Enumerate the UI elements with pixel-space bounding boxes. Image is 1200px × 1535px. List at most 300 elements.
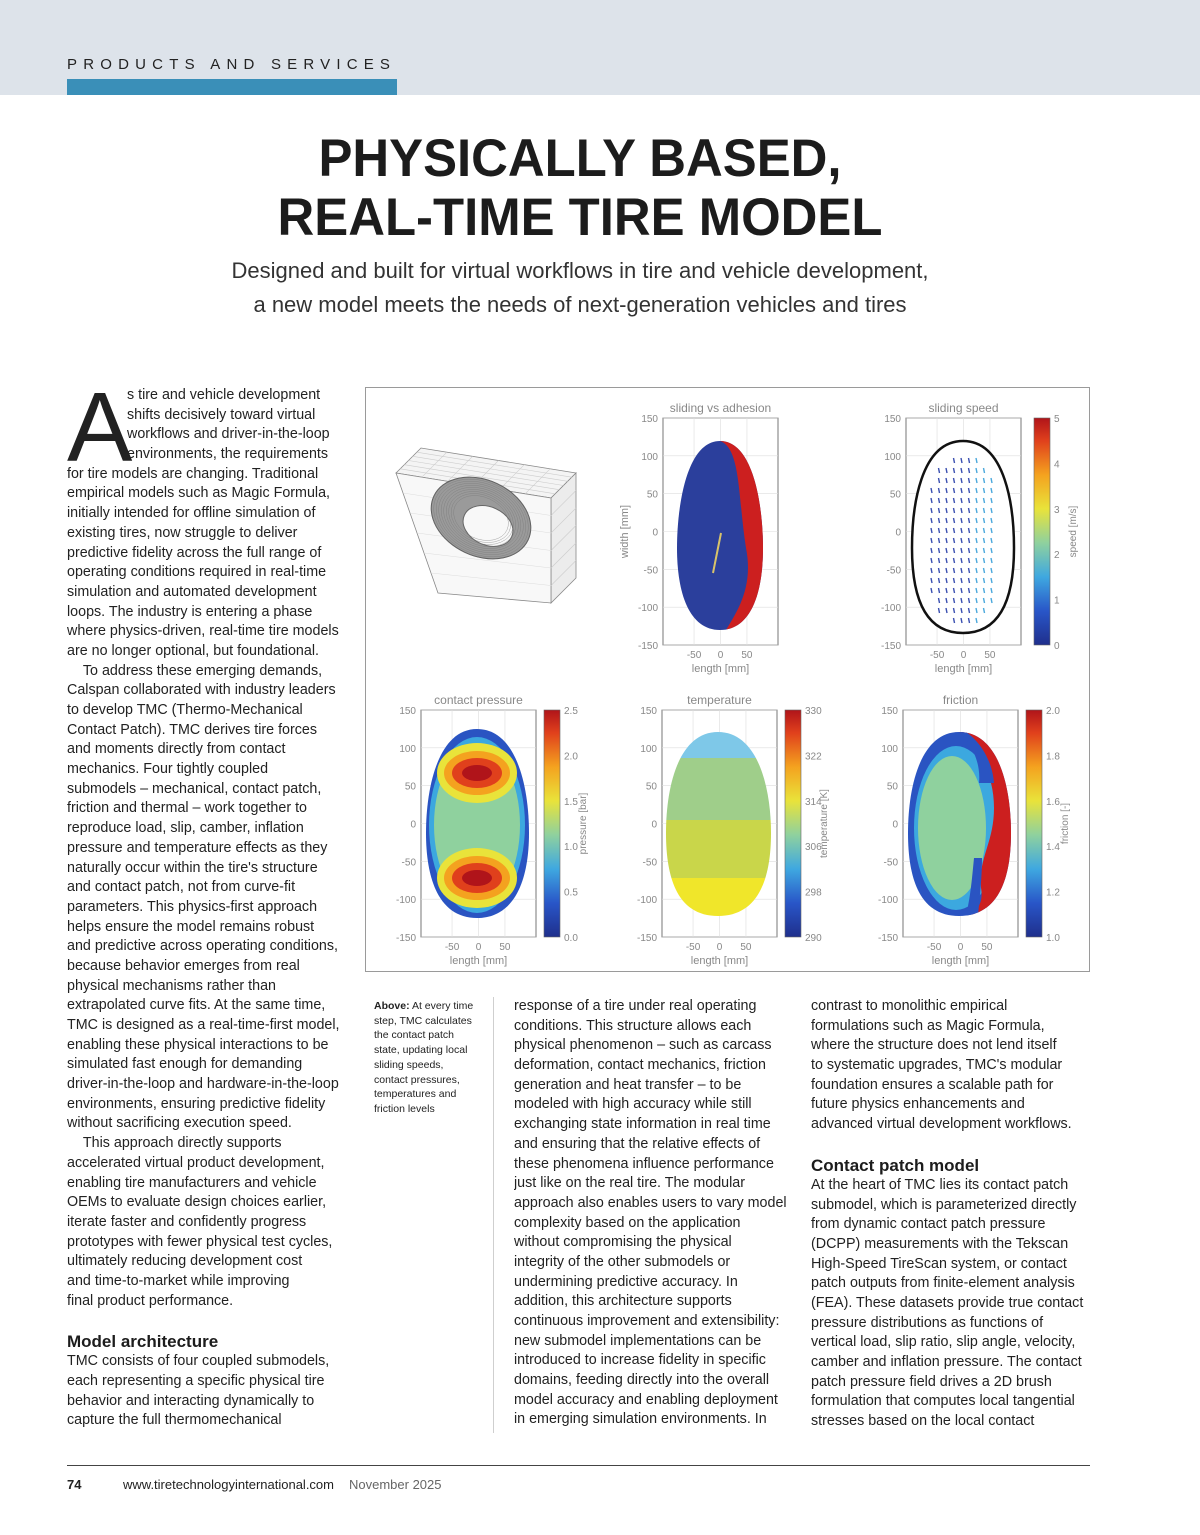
speed-vector: [954, 618, 955, 623]
speed-vector: [969, 598, 970, 603]
text-line: s tire and vehicle development: [127, 387, 321, 403]
standfirst-line-2: a new model meets the needs of next-generation vehicles and tires: [253, 292, 907, 317]
speed-vector: [969, 548, 970, 553]
text-line: generation and heat transfer – to be: [514, 1076, 742, 1093]
speed-vector: [969, 568, 970, 573]
speed-vector: [931, 548, 932, 553]
y-tick-label: -150: [877, 933, 898, 944]
colorbar-label: temperature [K]: [819, 789, 830, 858]
speed-vector: [939, 478, 940, 483]
text-line: from dynamic contact patch pressure: [811, 1216, 1046, 1233]
speed-vector: [976, 468, 977, 473]
speed-vector: [984, 568, 985, 573]
text-line: conditions. This structure allows each: [514, 1017, 752, 1034]
drop-cap: A: [67, 372, 133, 482]
speed-vector: [954, 538, 955, 543]
speed-vector: [984, 498, 985, 503]
speed-vector: [969, 528, 970, 533]
colorbar-tick: 298: [805, 887, 822, 899]
speed-vector: [976, 568, 977, 573]
colorbar-tick: 2.0: [1046, 706, 1060, 717]
colorbar-label: pressure [bar]: [578, 792, 589, 855]
x-tick-label: 0: [957, 942, 964, 953]
speed-vector: [946, 478, 947, 483]
speed-vector: [984, 538, 985, 543]
y-tick-label: 0: [410, 819, 416, 831]
x-axis-label: length [mm]: [931, 955, 990, 967]
speed-vector: [931, 508, 932, 513]
colorbar-tick: 0: [1054, 641, 1060, 652]
speed-vector: [976, 478, 977, 483]
colorbar-tick: 314: [805, 796, 822, 808]
text-line: domains, feeding directly into the overall: [514, 1372, 770, 1389]
text-line: This approach directly supports: [67, 1135, 282, 1152]
text-line: capture the full thermomechanical: [67, 1412, 282, 1429]
speed-vector: [954, 468, 955, 473]
text-line: exchanging state information in real time: [514, 1116, 771, 1133]
text-line: ultimately reducing development cost: [67, 1253, 303, 1270]
text-line: integrity of the other submodels or: [514, 1253, 731, 1270]
standfirst-line-1: Designed and built for virtual workflows in tire and vehicle development,: [231, 258, 929, 283]
y-tick-label: 100: [641, 451, 658, 463]
text-line: reproduce load, slip, camber, inflation: [67, 820, 304, 837]
speed-vector: [991, 568, 992, 573]
speed-vector: [954, 558, 955, 563]
x-axis-label: length [mm]: [690, 955, 749, 967]
speed-vector: [961, 478, 962, 483]
speed-vector: [931, 518, 932, 523]
speed-vector: [984, 478, 985, 483]
text-line: (DCPP) measurements with the Tekscan: [811, 1235, 1069, 1252]
text-line: environments, the requirements: [127, 446, 329, 463]
speed-vector: [939, 588, 940, 593]
speed-vector: [976, 498, 977, 503]
text-line: accelerated virtual product development,: [67, 1154, 325, 1171]
text-line: modeled with high accuracy while still: [514, 1096, 752, 1113]
text-line: friction and thermal – work together to: [67, 800, 307, 817]
sliding-speed-map: [912, 441, 1014, 633]
text-line: for tire models are changing. Traditional: [67, 465, 319, 482]
y-tick-label: -100: [637, 603, 658, 615]
y-tick-label: 100: [881, 743, 898, 755]
colorbar-tick: 1: [1054, 595, 1060, 607]
caption-line: At every time: [411, 1000, 474, 1012]
colorbar-label: speed [m/s]: [1068, 505, 1079, 558]
text-line: to systematic upgrades, TMC's modular: [811, 1057, 1063, 1074]
speed-vector: [969, 458, 970, 463]
speed-vector: [961, 608, 962, 613]
colorbar-tick: 1.8: [1046, 751, 1060, 763]
colorbar-tick: 322: [805, 751, 822, 763]
text-line: prototypes with fewer physical test cycles,: [67, 1233, 333, 1250]
colorbar-tick: 3: [1054, 504, 1060, 516]
text-line: approach also enables users to vary model: [514, 1194, 787, 1211]
text-line: pressure and temperature effects as they: [67, 839, 328, 856]
colorbar-tick: 306: [805, 842, 822, 854]
speed-vector: [939, 508, 940, 513]
x-axis-label: length [mm]: [691, 663, 750, 675]
text-line: operating conditions required in real-time: [67, 564, 327, 581]
speed-vector: [961, 618, 962, 623]
x-tick-label: 0: [716, 942, 723, 953]
speed-vector: [939, 608, 940, 613]
speed-vector: [976, 608, 977, 613]
x-tick-label: 0: [960, 650, 967, 661]
text-line: submodels – mechanical, contact patch,: [67, 780, 322, 797]
figure-caption: [374, 999, 482, 1117]
column-2-body: [514, 997, 790, 1430]
colorbar-tick: 1.2: [1046, 887, 1060, 899]
caption-line: the contact patch: [374, 1029, 454, 1042]
speed-vector: [991, 508, 992, 513]
text-line: predictive fidelity across the full range of: [67, 544, 322, 561]
y-tick-label: 50: [889, 489, 901, 501]
colorbar-tick: 1.4: [1046, 842, 1060, 854]
colorbar-tick: 2.0: [564, 751, 578, 763]
sliding_speed-colorbar: [1034, 414, 1079, 652]
text-line: response of a tire under real operating: [514, 998, 757, 1014]
y-tick-label: 150: [399, 706, 416, 717]
speed-vector: [954, 488, 955, 493]
y-tick-label: -100: [395, 895, 416, 907]
article-column-3: [811, 997, 1089, 1432]
speed-vector: [946, 588, 947, 593]
speed-vector: [931, 588, 932, 593]
text-line: advanced virtual development workflows.: [811, 1116, 1072, 1133]
speed-vector: [984, 578, 985, 583]
speed-vector: [969, 608, 970, 613]
text-line: OEMs to evaluate design choices earlier,: [67, 1194, 327, 1211]
text-line: camber and inflation pressure. The contact: [811, 1354, 1082, 1370]
speed-vector: [969, 618, 970, 623]
speed-vector: [961, 558, 962, 563]
x-tick-label: 0: [717, 650, 724, 661]
friction-colorbar: [1026, 706, 1071, 944]
text-line: physical phenomenon – such as carcass: [514, 1037, 772, 1054]
text-line: patch pressure field drives a 2D brush: [811, 1373, 1052, 1390]
colorbar-tick: 1.6: [1046, 796, 1060, 808]
text-line: continuous improvement and extensibility:: [514, 1313, 780, 1329]
text-line: loops. The industry is entering a phase: [67, 603, 313, 620]
text-line: workflows and driver-in-the-loop: [127, 426, 330, 443]
page-number: 74: [67, 1477, 82, 1492]
caption-line: friction levels: [374, 1102, 435, 1115]
x-tick-label: 50: [981, 942, 993, 953]
colorbar-tick: 0.5: [564, 887, 578, 899]
speed-vector: [954, 608, 955, 613]
y-tick-label: 100: [640, 743, 657, 755]
text-line: undermining predictive accuracy. In: [514, 1273, 738, 1290]
speed-vector: [991, 498, 992, 503]
text-line: future physics enhancements and: [811, 1096, 1025, 1113]
panel-title: contact pressure: [434, 693, 523, 707]
speed-vector: [991, 578, 992, 583]
y-tick-label: -100: [880, 603, 901, 615]
footer-rule: [67, 1465, 1090, 1466]
text-line: without compromising the physical: [514, 1234, 732, 1251]
speed-vector: [991, 558, 992, 563]
caption-line: state, updating local: [374, 1044, 468, 1057]
panel-title: sliding vs adhesion: [669, 401, 772, 415]
speed-vector: [939, 488, 940, 493]
speed-vector: [946, 498, 947, 503]
speed-vector: [969, 588, 970, 593]
text-line: each representing a specific physical tire: [67, 1373, 325, 1389]
speed-vector: [976, 538, 977, 543]
speed-vector: [984, 518, 985, 523]
speed-vector: [991, 538, 992, 543]
colorbar-tick: 1.5: [564, 796, 578, 808]
speed-vector: [931, 498, 932, 503]
column-divider: [493, 997, 494, 1433]
friction-map: [903, 718, 1023, 928]
speed-vector: [961, 518, 962, 523]
speed-vector: [991, 488, 992, 493]
y-axis-label: width [mm]: [619, 504, 631, 559]
text-line: and moments directly from contact: [67, 741, 286, 758]
speed-vector: [961, 488, 962, 493]
caption-lead: Above:: [374, 1000, 410, 1012]
text-line: and time-to-market while improving: [67, 1272, 290, 1289]
speed-vector: [969, 578, 970, 583]
speed-vector: [939, 468, 940, 473]
speed-vector: [931, 568, 932, 573]
text-line: parameters. This physics-first approach: [67, 898, 318, 915]
speed-vector: [969, 488, 970, 493]
text-line: mechanics. Four tightly coupled: [67, 761, 269, 778]
text-line: and contact patch, not from curve-fit: [67, 879, 296, 896]
text-line: and ensuring that the relative effects of: [514, 1135, 761, 1152]
speed-vector: [984, 488, 985, 493]
x-axis-label: length [mm]: [934, 663, 993, 675]
y-tick-label: -100: [636, 895, 657, 907]
y-tick-label: 0: [892, 819, 898, 831]
y-tick-label: 50: [645, 781, 657, 793]
section-accent-bar: [67, 79, 397, 95]
speed-vector: [954, 578, 955, 583]
speed-vector: [976, 588, 977, 593]
text-line: High-Speed TireScan system, or contact: [811, 1255, 1067, 1272]
speed-vector: [939, 578, 940, 583]
text-line: behavior and interacting dynamically to: [67, 1392, 315, 1409]
text-line: in emerging simulation environments. In: [514, 1411, 767, 1428]
text-line: (FEA). These datasets provide true contact: [811, 1294, 1084, 1311]
speed-vector: [954, 528, 955, 533]
y-tick-label: 0: [652, 527, 658, 539]
y-tick-label: 150: [640, 706, 657, 717]
speed-vector: [976, 548, 977, 553]
speed-vector: [954, 598, 955, 603]
text-line: submodel, which is parameterized directly: [811, 1196, 1077, 1213]
speed-vector: [939, 598, 940, 603]
speed-vector: [969, 468, 970, 473]
speed-vector: [946, 568, 947, 573]
speed-vector: [954, 508, 955, 513]
speed-vector: [954, 588, 955, 593]
speed-vector: [976, 598, 977, 603]
speed-vector: [991, 528, 992, 533]
text-line: shifts decisively toward virtual: [127, 406, 316, 423]
y-tick-label: 0: [895, 527, 901, 539]
y-tick-label: 100: [884, 451, 901, 463]
text-line: new submodel implementations can be: [514, 1332, 762, 1349]
text-line: existing tires, now struggle to deliver: [67, 524, 298, 541]
y-tick-label: -150: [636, 933, 657, 944]
footer-url-link[interactable]: www.tiretechnologyinternational.com: [123, 1477, 334, 1492]
x-axis-label: length [mm]: [449, 955, 508, 967]
article-column-2: [514, 997, 790, 1430]
text-line: formulation that computes local tangential: [811, 1393, 1075, 1410]
text-line: and predictive across operating conditions,: [67, 938, 339, 955]
speed-vector: [984, 528, 985, 533]
speed-vector: [984, 558, 985, 563]
speed-vector: [939, 568, 940, 573]
speed-vector: [969, 558, 970, 563]
text-line: formulations such as Magic Formula,: [811, 1017, 1045, 1034]
y-tick-label: -50: [642, 857, 657, 869]
colorbar-tick: 1.0: [564, 842, 578, 854]
y-tick-label: -150: [395, 933, 416, 944]
contact-patch-outline: [912, 441, 1014, 633]
speed-vector: [991, 588, 992, 593]
colorbar-tick: 330: [805, 706, 822, 717]
speed-vector: [984, 508, 985, 513]
y-tick-label: 150: [641, 414, 658, 425]
speed-vector: [969, 518, 970, 523]
text-line: physical mechanisms rather than: [67, 977, 276, 994]
speed-vector: [984, 548, 985, 553]
caption-line: step, TMC calculates: [374, 1014, 472, 1027]
speed-vector: [946, 608, 947, 613]
subhead-model-architecture: Model architecture: [67, 1332, 219, 1352]
y-tick-label: 50: [404, 781, 416, 793]
speed-vector: [969, 538, 970, 543]
headline-line-2: REAL-TIME TIRE MODEL: [277, 188, 883, 247]
text-line: naturally occur within the tire's structure: [67, 859, 318, 876]
text-line: Contact Patch). TMC derives tire forces: [67, 721, 318, 738]
panel-title: temperature: [687, 693, 752, 707]
text-line: stresses based on the local contact: [811, 1413, 1035, 1430]
colorbar-tick: 2.5: [564, 706, 578, 717]
x-tick-label: -50: [929, 650, 945, 661]
text-line: driver-in-the-loop and hardware-in-the-loop: [67, 1076, 339, 1093]
speed-vector: [991, 548, 992, 553]
speed-vector: [961, 538, 962, 543]
text-line: are no longer optional, but foundational.: [67, 642, 319, 659]
text-line: enabling tire manufacturers and vehicle: [67, 1174, 317, 1191]
speed-vector: [954, 568, 955, 573]
colorbar-tick: 1.0: [1046, 933, 1060, 944]
speed-vector: [961, 468, 962, 473]
temperature-colorbar: [785, 706, 830, 944]
colorbar-tick: 5: [1054, 414, 1060, 425]
speed-vector: [946, 528, 947, 533]
speed-vector: [946, 518, 947, 523]
issue-date: November 2025: [349, 1477, 442, 1492]
x-tick-label: 50: [740, 942, 752, 953]
speed-vector: [961, 568, 962, 573]
speed-vector: [954, 518, 955, 523]
speed-vector: [969, 478, 970, 483]
colorbar-tick: 0.0: [564, 933, 578, 944]
y-tick-label: -150: [637, 641, 658, 652]
speed-vector: [969, 498, 970, 503]
text-line: model accuracy and enabling deployment: [514, 1391, 778, 1408]
speed-vector: [976, 518, 977, 523]
text-line: patch outputs from finite-element analysis: [811, 1275, 1075, 1292]
figure-graphic: [366, 388, 1091, 973]
text-line: because behavior emerges from real: [67, 957, 300, 974]
text-line: extrapolated curve fits. At the same time,: [67, 997, 326, 1014]
y-tick-label: 0: [651, 819, 657, 831]
text-line: Calspan collaborated with industry leaders: [67, 682, 336, 699]
speed-vector: [931, 488, 932, 493]
column-1-body: [67, 465, 345, 1312]
speed-vector: [976, 578, 977, 583]
x-tick-label: -50: [444, 942, 460, 953]
text-line: to develop TMC (Thermo-Mechanical: [67, 702, 303, 718]
text-line: iterate faster and confidently progress: [67, 1213, 307, 1230]
text-line: TMC is designed as a real-time-first model,: [67, 1017, 340, 1033]
speed-vector: [946, 508, 947, 513]
text-line: foundation ensures a scalable path for: [811, 1076, 1054, 1093]
y-tick-label: 50: [886, 781, 898, 793]
speed-vector: [991, 518, 992, 523]
text-line: simulated fast enough for demanding: [67, 1056, 303, 1073]
text-line: addition, this architecture supports: [514, 1293, 732, 1310]
speed-vector: [931, 578, 932, 583]
speed-vector: [939, 548, 940, 553]
text-line: where physics-driven, real-time tire models: [67, 623, 339, 640]
text-line: these phenomena influence performance: [514, 1155, 774, 1172]
speed-vector: [961, 598, 962, 603]
model-architecture-paragraph: [67, 1352, 345, 1431]
speed-vector: [946, 598, 947, 603]
speed-vector: [991, 598, 992, 603]
text-line: introduced to increase fidelity in specific: [514, 1352, 766, 1369]
speed-vector: [946, 578, 947, 583]
speed-vector: [984, 598, 985, 603]
speed-vector: [976, 618, 977, 623]
speed-vector: [961, 498, 962, 503]
text-line: enabling these physical interactions to be: [67, 1036, 329, 1053]
speed-vector: [976, 458, 977, 463]
panel-title: friction: [942, 693, 979, 707]
x-tick-label: 50: [984, 650, 996, 661]
speed-vector: [939, 528, 940, 533]
text-line: deformation, contact mechanics, friction: [514, 1057, 766, 1074]
speed-vector: [946, 538, 947, 543]
text-line: simulation and automated development: [67, 583, 317, 600]
tire-3d-view: [396, 448, 576, 603]
text-line: where the structure does not lend itself: [811, 1037, 1057, 1054]
speed-vector: [931, 558, 932, 563]
speed-vector: [961, 588, 962, 593]
text-line: TMC consists of four coupled submodels,: [67, 1353, 330, 1370]
x-tick-label: 50: [499, 942, 511, 953]
text-line: just like on the real tire. The modular: [514, 1175, 745, 1192]
text-line: environments, ensuring predictive fidelity: [67, 1095, 326, 1112]
speed-vector: [984, 588, 985, 593]
speed-vector: [946, 548, 947, 553]
speed-vector: [976, 508, 977, 513]
colorbar-label: friction [-]: [1060, 802, 1071, 845]
speed-vector: [931, 528, 932, 533]
speed-vector: [969, 508, 970, 513]
speed-vector: [954, 548, 955, 553]
text-line: initially intended for offline simulation of: [67, 505, 316, 522]
speed-vector: [939, 538, 940, 543]
